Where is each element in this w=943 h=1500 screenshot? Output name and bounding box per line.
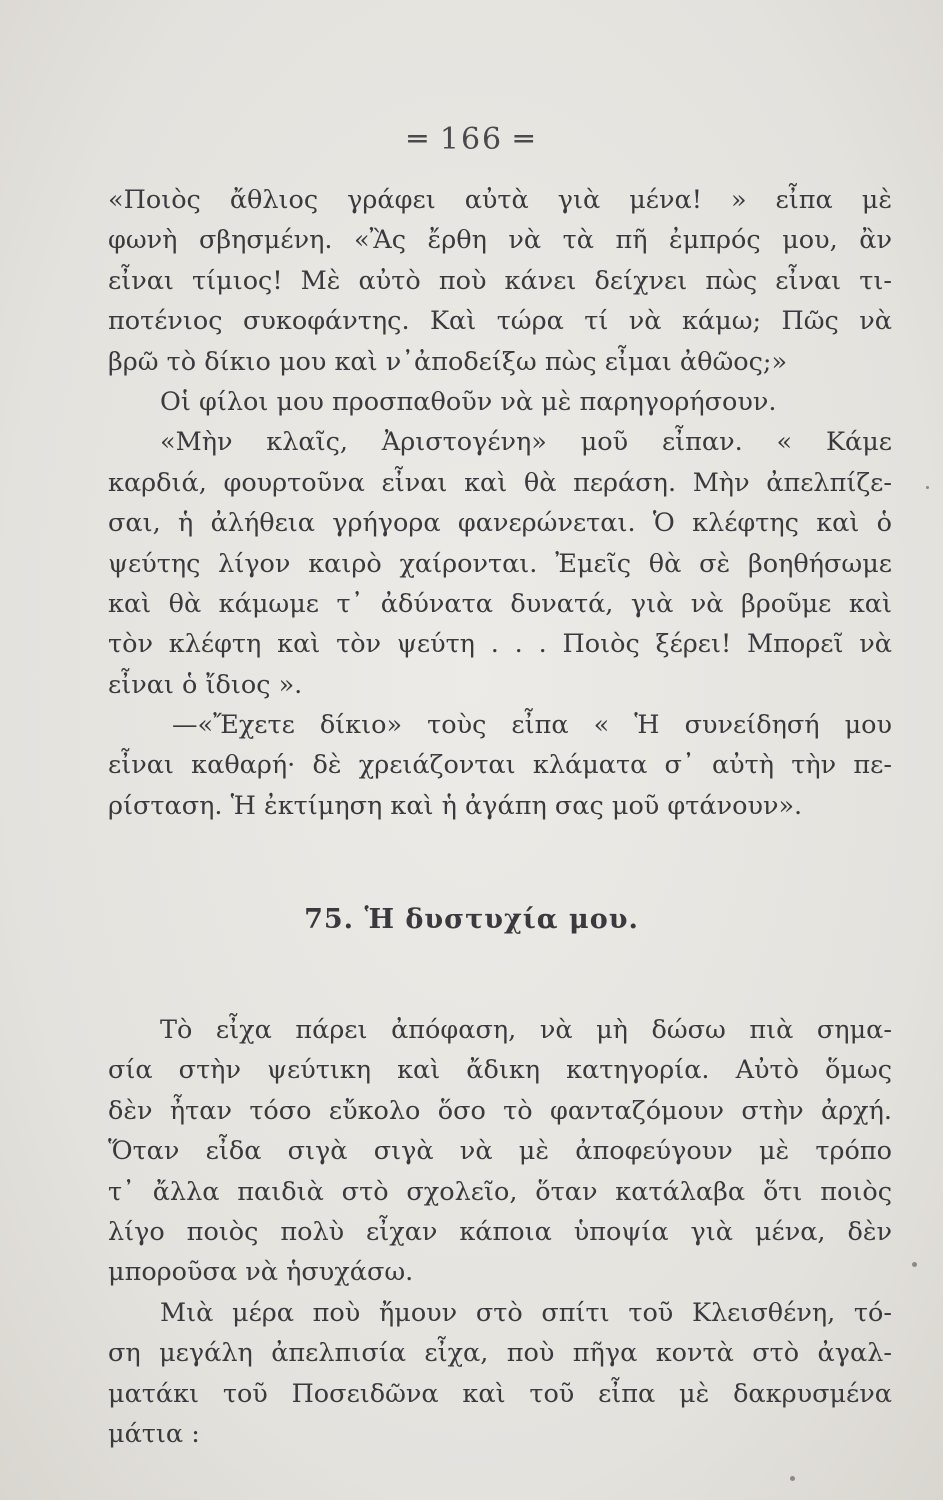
text-line: εἶναι τίμιος! Μὲ αὐτὸ ποὺ κάνει δείχνει πὼς εἶναι τι- bbox=[108, 265, 892, 296]
text-line: καὶ θὰ κάμωμε τ᾽ ἀδύνατα δυνατά, γιὰ νὰ βροῦμε καὶ bbox=[108, 588, 892, 619]
chapter-heading: 75. Ἡ δυστυχία μου. bbox=[304, 904, 639, 935]
text-line: λίγο ποιὸς πολὺ εἶχαν κάποια ὑποψία γιὰ μένα, δὲν bbox=[108, 1216, 892, 1247]
paper-speck bbox=[926, 486, 929, 489]
section-one-text bbox=[108, 180, 892, 826]
page-number: ═ 166 ═ bbox=[408, 122, 535, 157]
text-line: δὲν ἦταν τόσο εὔκολο ὅσο τὸ φανταζόμουν στὴν ἀρχή. bbox=[108, 1095, 892, 1126]
text-line: καρδιά, φουρτοῦνα εἶναι καὶ θὰ περάση. Μὴν ἀπελπίζε- bbox=[108, 467, 892, 498]
text-line: ση μεγάλη ἀπελπισία εἶχα, ποὺ πῆγα κοντὰ στὸ ἀγαλ- bbox=[108, 1338, 892, 1369]
text-line: ποτένιος συκοφάντης. Καὶ τώρα τί νὰ κάμω; Πῶς νὰ bbox=[108, 306, 892, 337]
text-line: Οἱ φίλοι μου προσπαθοῦν νὰ μὲ παρηγορήσουν. bbox=[160, 386, 777, 417]
text-line: τὸν κλέφτη καὶ τὸν ψεύτη . . . Ποιὸς ξέρει! Μπορεῖ νὰ bbox=[108, 629, 892, 660]
text-line: Τὸ εἶχα πάρει ἀπόφαση, νὰ μὴ δώσω πιὰ σημα- bbox=[160, 1015, 892, 1045]
text-line: τ᾽ ἄλλα παιδιὰ στὸ σχολεῖο, ὅταν κατάλαβα ὅτι ποιὸς bbox=[108, 1176, 892, 1207]
text-line: «Ποιὸς ἄθλιος γράφει αὐτὰ γιὰ μένα! » εἶπα μὲ bbox=[108, 185, 892, 215]
text-line: —«Ἔχετε δίκιο» τοὺς εἶπα « Ἡ συνείδησή μου bbox=[172, 710, 892, 741]
text-line: σαι, ἡ ἀλήθεια γρήγορα φανερώνεται. Ὁ κλέφτης καὶ ὁ bbox=[108, 508, 892, 539]
text-line: «Μὴν κλαῖς, Ἀριστογένη» μοῦ εἶπαν. « Κάμε bbox=[160, 427, 892, 458]
text-line: ματάκι τοῦ Ποσειδῶνα καὶ τοῦ εἶπα μὲ δακρυσμένα bbox=[108, 1378, 892, 1409]
paper-speck bbox=[790, 1476, 795, 1481]
text-line: εἶναι ὁ ἴδιος ». bbox=[108, 669, 303, 700]
text-line: Ὅταν εἶδα σιγὰ σιγὰ νὰ μὲ ἀποφεύγουν μὲ τρόπο bbox=[108, 1136, 892, 1167]
text-line: φωνὴ σβησμένη. «Ἂς ἔρθη νὰ τὰ πῆ ἐμπρός μου, ἂν bbox=[108, 225, 892, 256]
text-line: σία στὴν ψεύτικη καὶ ἄδικη κατηγορία. Αὐτὸ ὅμως bbox=[108, 1055, 892, 1086]
text-line: ρίσταση. Ἡ ἐκτίμηση καὶ ἡ ἀγάπη σας μοῦ φτάνουν». bbox=[108, 790, 803, 821]
text-line: εἶναι καθαρή· δὲ χρειάζονται κλάματα σ᾽ αὐτὴ τὴν πε- bbox=[108, 750, 892, 781]
paper-speck bbox=[912, 1262, 917, 1267]
section-two-text bbox=[108, 1010, 892, 1454]
text-line: βρῶ τὸ δίκιο μου καὶ ν᾽ἀποδείξω πὼς εἶμαι ἀθῶος;» bbox=[108, 346, 788, 377]
text-line: μποροῦσα νὰ ἡσυχάσω. bbox=[108, 1257, 414, 1288]
text-line: μάτια : bbox=[108, 1418, 200, 1449]
text-line: Μιὰ μέρα ποὺ ἤμουν στὸ σπίτι τοῦ Κλεισθένη, τό- bbox=[160, 1297, 892, 1328]
text-line: ψεύτης λίγον καιρὸ χαίρονται. Ἐμεῖς θὰ σὲ βοηθήσωμε bbox=[108, 548, 892, 579]
